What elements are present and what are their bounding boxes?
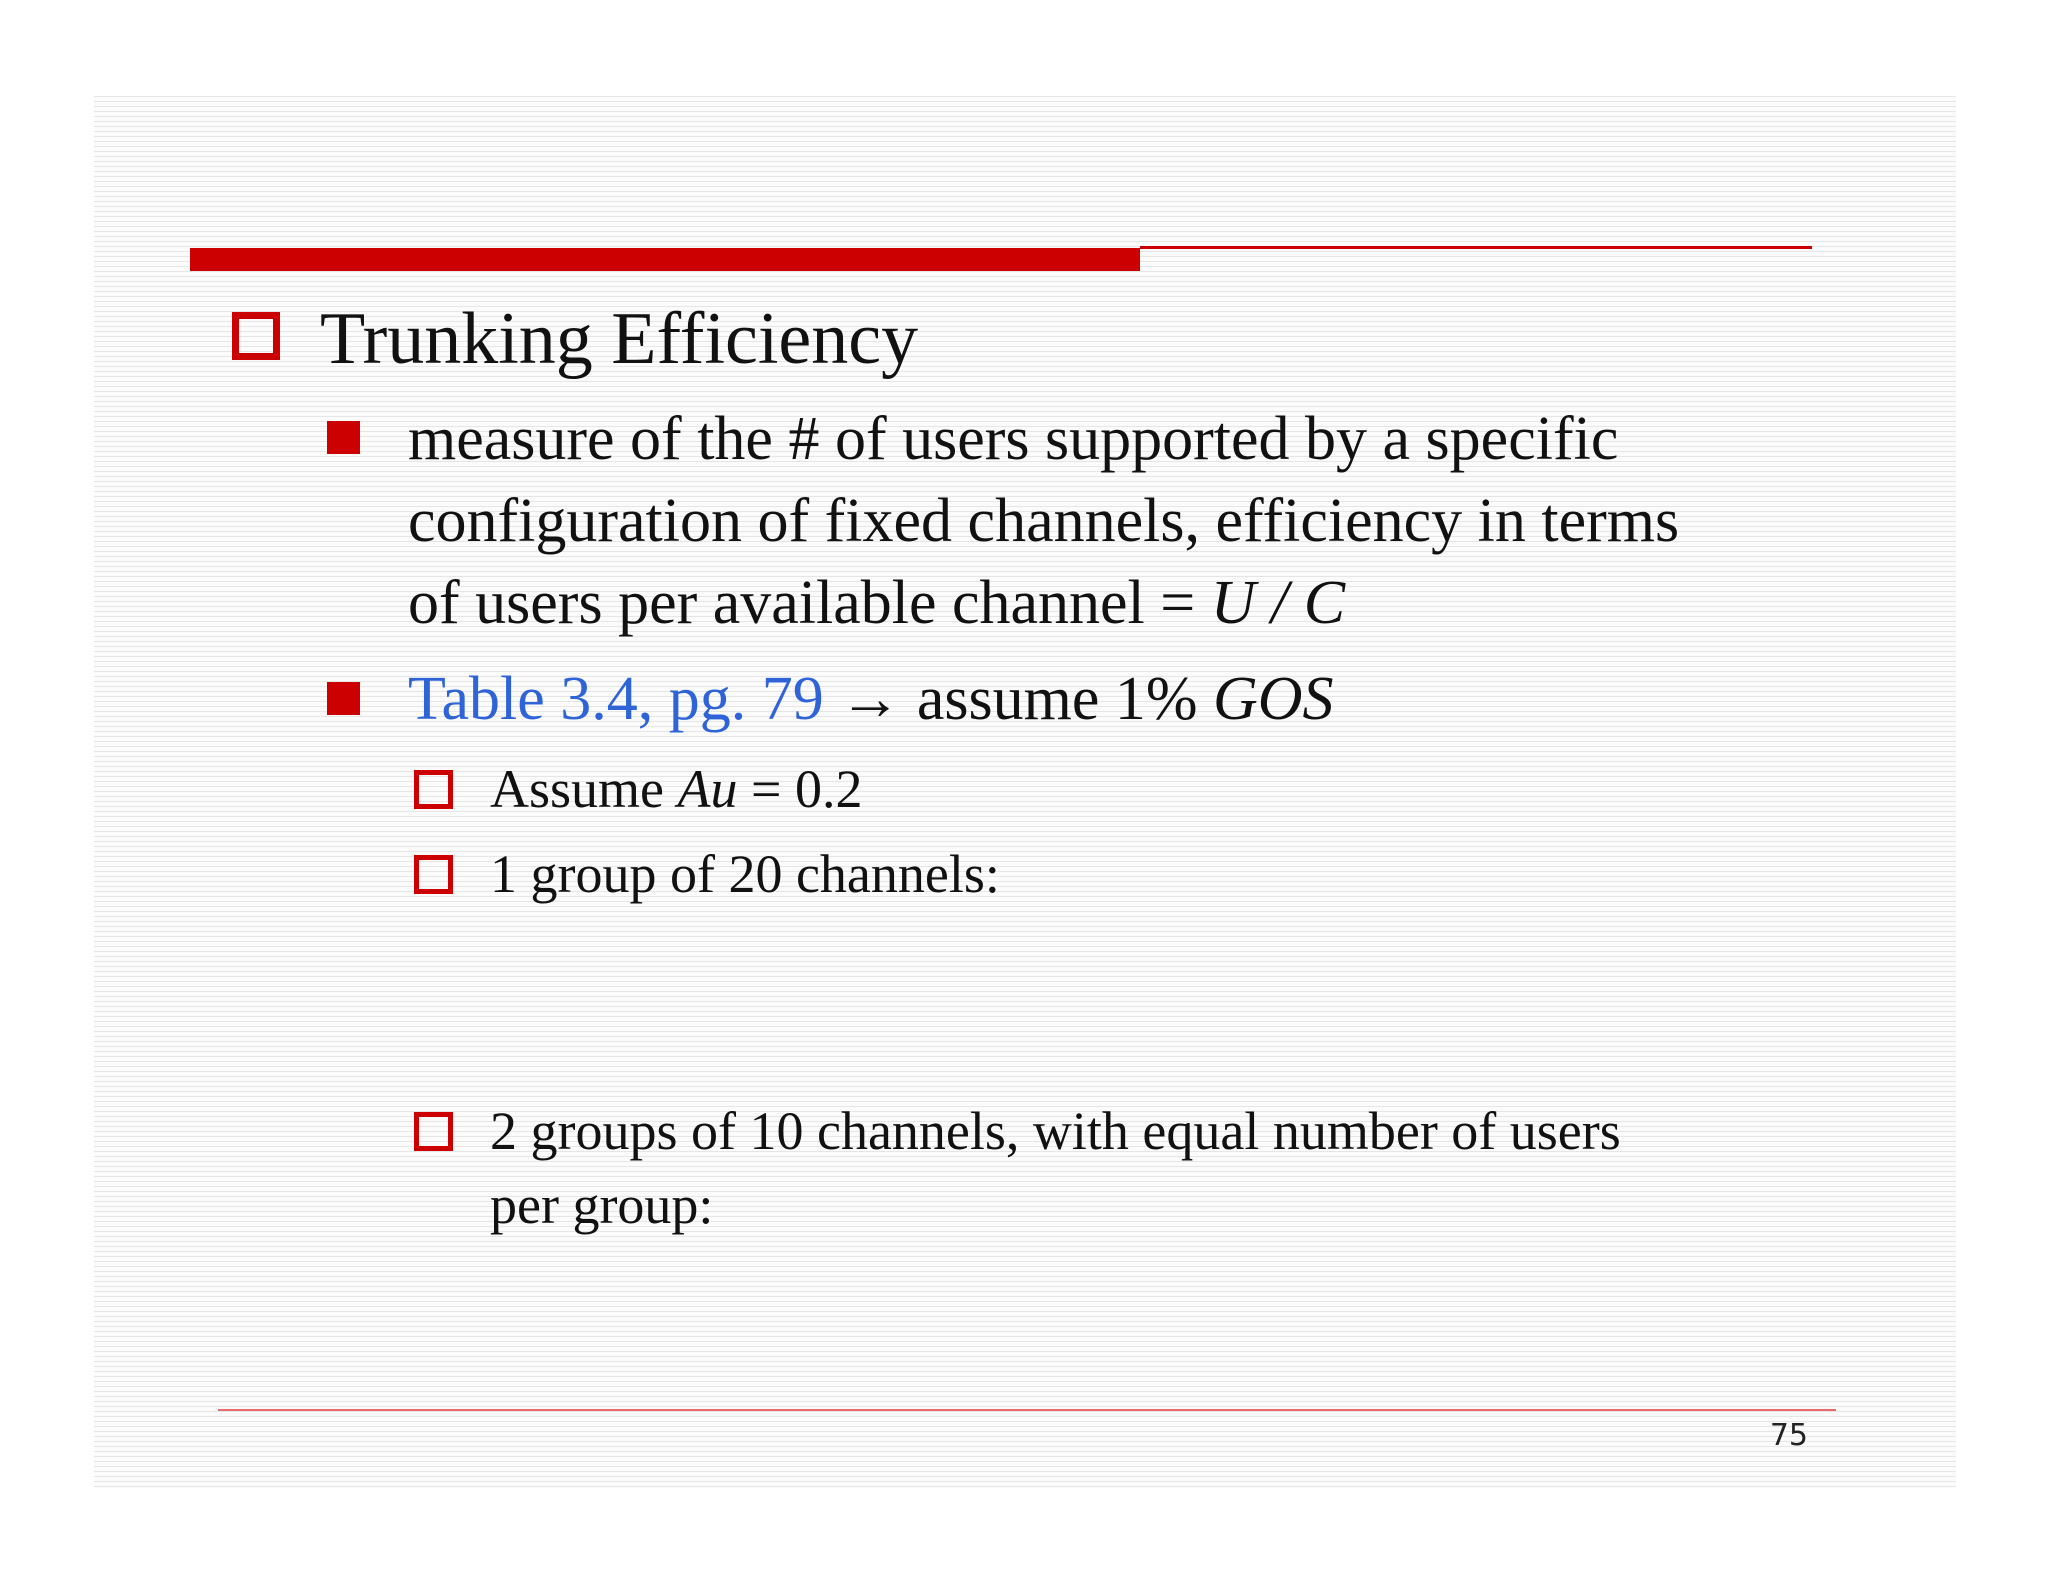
footer-divider xyxy=(218,1409,1836,1411)
bullet-2-line xyxy=(408,658,1334,740)
page-number: 75 xyxy=(1769,1418,1808,1453)
table-reference-link[interactable]: Table 3.4, pg. 79 xyxy=(408,665,824,733)
au-variable: Au xyxy=(677,759,738,819)
bullet-1-line-3 xyxy=(408,562,1345,644)
hollow-square-bullet-icon xyxy=(414,855,453,894)
sub-bullet-1-prefix: Assume xyxy=(490,759,678,819)
bullet-1-line-3-text: of users per available channel = xyxy=(408,569,1211,637)
sub-bullet-2: 1 group of 20 channels: xyxy=(490,844,1000,904)
bullet-1-line-2: configuration of fixed channels, efficiency in terms xyxy=(408,487,1680,555)
header-accent-bar xyxy=(190,248,1140,271)
sub-bullet-3-line-2: per group: xyxy=(490,1175,714,1235)
hollow-square-bullet-icon xyxy=(414,1112,453,1151)
hollow-square-bullet-icon xyxy=(414,770,453,809)
gos-term: GOS xyxy=(1212,665,1334,733)
hollow-square-bullet-icon xyxy=(232,312,280,360)
efficiency-formula: U / C xyxy=(1210,569,1346,637)
solid-square-bullet-icon xyxy=(327,682,360,715)
sub-bullet-1 xyxy=(490,754,862,824)
bullet-1-line-1: measure of the # of users supported by a specific xyxy=(408,405,1619,473)
header-accent-line xyxy=(1140,246,1812,249)
sub-bullet-1-suffix: = 0.2 xyxy=(737,759,863,819)
bullet-2-text: → assume 1% xyxy=(823,665,1213,733)
slide-title: Trunking Efficiency xyxy=(320,298,919,380)
sub-bullet-3-line-1: 2 groups of 10 channels, with equal number of users xyxy=(490,1101,1621,1161)
solid-square-bullet-icon xyxy=(327,421,360,454)
